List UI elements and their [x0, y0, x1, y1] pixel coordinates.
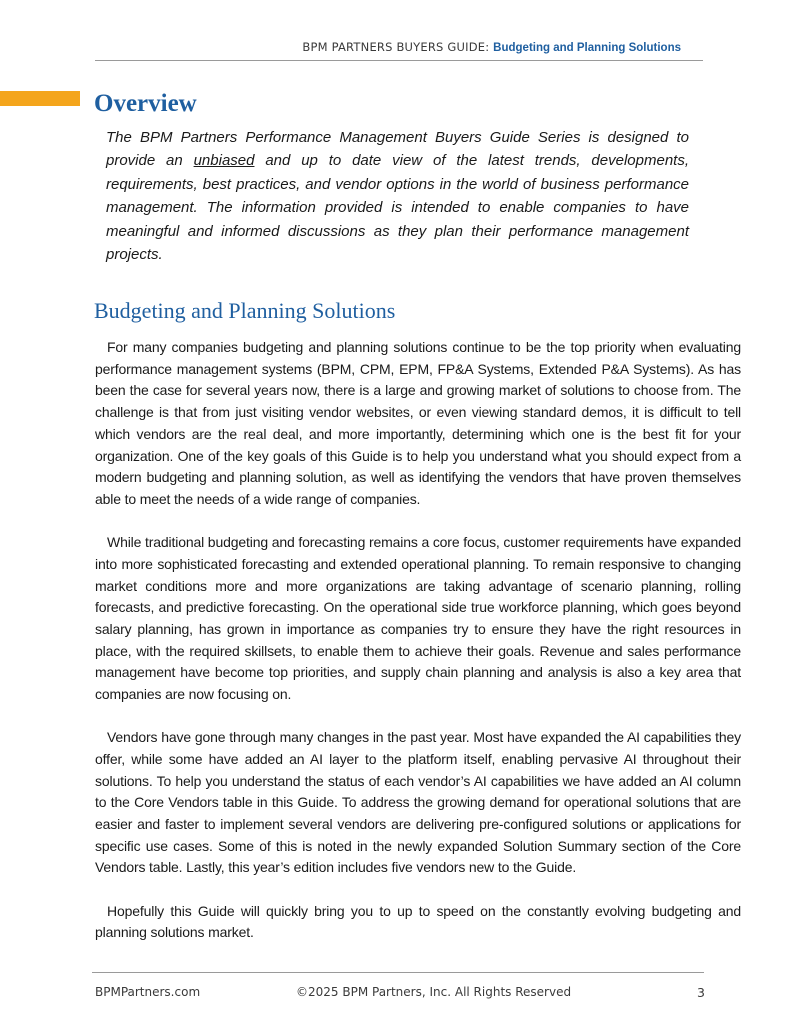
intro-text-start: The BPM Partners Performance Management Buyers Guide Series is designed to provide an: [106, 129, 689, 170]
page-number: 3: [697, 985, 705, 1000]
header-series: BPM PARTNERS BUYERS GUIDE:: [302, 40, 490, 54]
page-footer: [95, 985, 705, 1001]
footer-divider: [92, 972, 704, 973]
body-paragraph: Vendors have gone through many changes in the past year. Most have expanded the AI capabilities they offer, while some have added an AI layer to the platform itself, enabling pervasive AI throughout their solutions. To help you understand the status of each vendor’s AI capabilities we have added an AI column to the Core Vendors table in this Guide. To address the growing demand for operational solutions that are easier and faster to implement several vendors are delivering pre-configured solutions or applications for specific use cases. Some of this is noted in the newly expanded Solution Summary section of the Core Vendors table. Lastly, this year’s edition includes five vendors new to the Guide.: [95, 729, 741, 876]
header-subject: Budgeting and Planning Solutions: [493, 42, 681, 54]
running-header: [95, 40, 681, 54]
overview-heading: Overview: [94, 90, 197, 117]
footer-copyright: ©2025 BPM Partners, Inc. All Rights Reserved: [296, 985, 572, 999]
intro-emphasis: unbiased: [193, 152, 255, 170]
accent-bar: [0, 91, 80, 106]
section-heading: Budgeting and Planning Solutions: [94, 298, 396, 323]
body-paragraph: For many companies budgeting and planning solutions continue to be the top priority when evaluating performance management systems (BPM, CPM, EPM, FP&A Systems, Extended P&A Systems). As has been the case for several years now, there is a large and growing market of solutions to choose from. The challenge is that from just visiting vendor websites, or even viewing standard demos, it is difficult to tell which vendors are the real deal, and more importantly, determining which one is the best fit for your organization. One of the key goals of this Guide is to help you understand what you should expect from a modern budgeting and planning solution, as well as identifying the vendors that have proven themselves able to meet the needs of a wide range of companies.: [95, 339, 741, 507]
section-body: [95, 337, 741, 966]
intro-text-end: and up to date view of the latest trends, developments, requirements, best practices, and vendor options in the world of business performance management. The information provided is intended to enable companies to have meaningful and informed discussions as they plan their performance management projects.: [106, 152, 689, 264]
overview-intro: [106, 126, 689, 266]
body-paragraph: While traditional budgeting and forecasting remains a core focus, customer requirements have expanded into more sophisticated forecasting and extended operational planning. To remain responsive to changing market conditions more and more organizations are taking advantage of scenario planning, rolling forecasts, and predictive forecasting. On the operational side true workforce planning, which goes beyond salary planning, has grown in importance as companies try to ensure they have the right resources in place, with the required skillsets, to enable them to achieve their goals. Revenue and sales performance management have become top priorities, and supply chain planning and analysis is also a key area that companies are now focusing on.: [95, 534, 741, 703]
footer-website: BPMPartners.com: [95, 985, 201, 999]
body-paragraph: Hopefully this Guide will quickly bring you to up to speed on the constantly evolving budgeting and planning solutions market.: [95, 902, 741, 941]
header-divider: [95, 60, 703, 61]
